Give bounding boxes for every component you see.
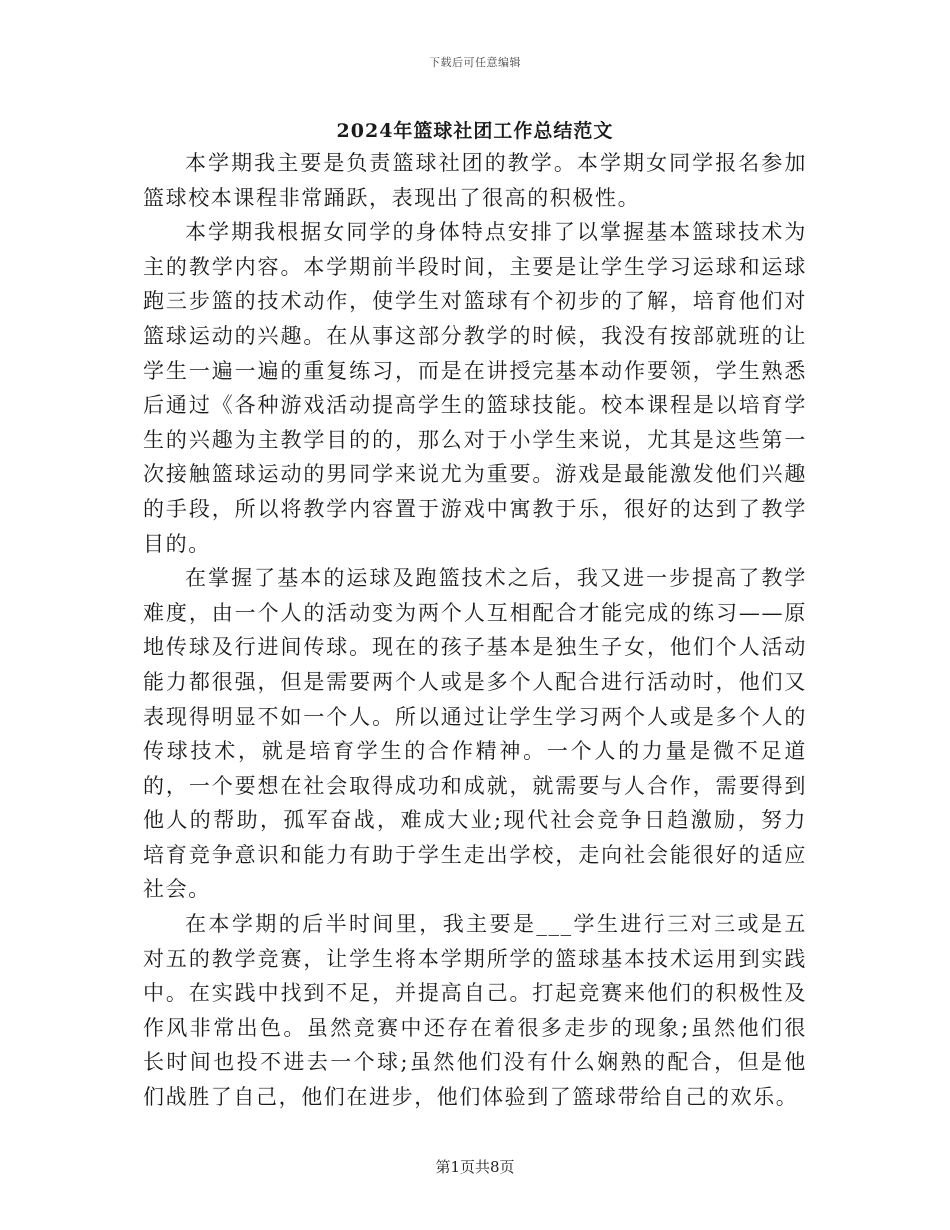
document-title: 2024年篮球社团工作总结范文 xyxy=(336,120,614,142)
paragraph: 本学期我主要是负责篮球社团的教学。本学期女同学报名参加篮球校本课程非常踊跃，表现出了很高的积极性。 xyxy=(143,151,807,210)
paragraph: 在本学期的后半时间里，我主要是___学生进行三对三或是五对五的教学竞赛，让学生将本学期所学的篮球基本技术运用到实践中。在实践中找到不足，并提高自己。打起竞赛来他们的积极性及作风非常出色。虽然竞赛中还存在着很多走步的现象;虽然他们很长时间也投不进去一个球;虽然他们没有什么娴熟的配合，但是他们战胜了自己，他们在进步，他们体验到了篮球带给自己的欢乐。 xyxy=(143,912,807,1110)
paragraph: 本学期我根据女同学的身体特点安排了以掌握基本篮球技术为主的教学内容。本学期前半段时间，主要是让学生学习运球和运球跑三步篮的技术动作，使学生对篮球有个初步的了解，培育他们对篮球运动的兴趣。在从事这部分教学的时候，我没有按部就班的让学生一遍一遍的重复练习，而是在讲授完基本动作要领，学生熟悉后通过《各种游戏活动提高学生的篮球技能。校本课程是以培育学生的兴趣为主教学目的的，那么对于小学生来说，尤其是这些第一次接触篮球运动的男同学来说尤为重要。游戏是最能激发他们兴趣的手段，所以将教学内容置于游戏中寓教于乐，很好的达到了教学目的。 xyxy=(143,220,807,556)
paragraph: 在掌握了基本的运球及跑篮技术之后，我又进一步提高了教学难度，由一个人的活动变为两个人互相配合才能完成的练习——原地传球及行进间传球。现在的孩子基本是独生子女，他们个人活动能力都很强，但是需要两个人或是多个人配合进行活动时，他们又表现得明显不如一个人。所以通过让学生学习两个人或是多个人的传球技术，就是培育学生的合作精神。一个人的力量是微不足道的，一个要想在社会取得成功和成就，就需要与人合作，需要得到他人的帮助，孤军奋战，难成大业;现代社会竞争日趋激励，努力培育竞争意识和能力有助于学生走出学校，走向社会能很好的适应社会。 xyxy=(143,566,807,902)
page-number: 第1页共8页 xyxy=(435,1158,515,1176)
header-note: 下载后可任意编辑 xyxy=(429,56,521,69)
document-body xyxy=(143,146,807,1115)
